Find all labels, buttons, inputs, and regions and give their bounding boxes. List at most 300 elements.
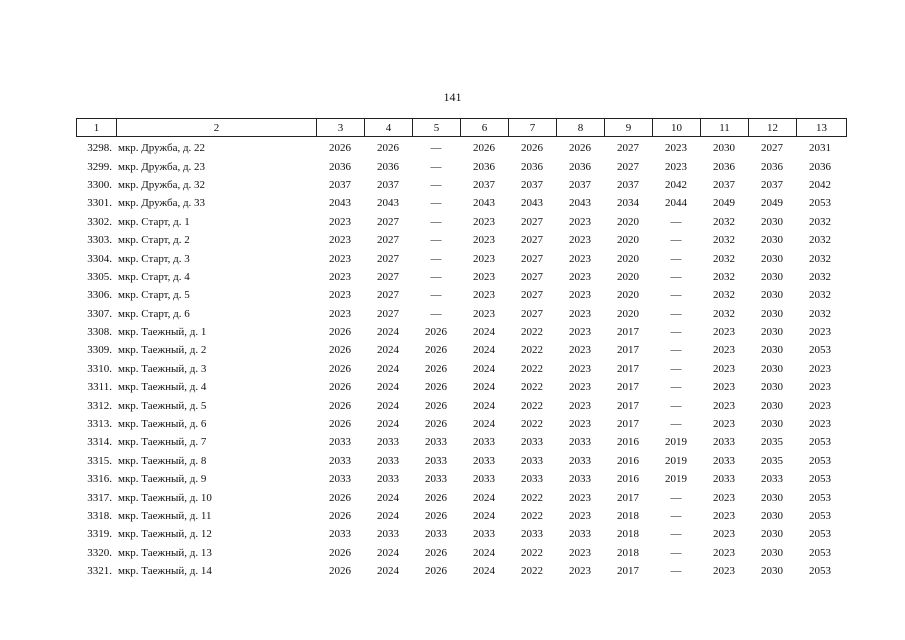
year-cell: 2036 [713, 160, 735, 173]
year-cell: 2053 [809, 454, 831, 467]
year-cell: — [670, 307, 682, 320]
year-cell: 2027 [521, 307, 543, 320]
year-cell: 2026 [329, 491, 351, 504]
address-cell: мкр. Старт, д. 6 [118, 307, 190, 320]
year-cell: 2023 [569, 399, 591, 412]
year-cell: 2026 [425, 362, 447, 375]
year-cell: — [430, 197, 442, 210]
year-cell: 2037 [521, 178, 543, 191]
year-cell: 2018 [617, 510, 639, 522]
year-cell: 2019 [665, 454, 687, 467]
year-cell: 2026 [329, 399, 351, 412]
row-number: 3301. [87, 197, 112, 210]
year-cell: 2053 [809, 436, 831, 449]
year-cell: 2027 [377, 215, 399, 228]
year-cell: 2023 [569, 381, 591, 394]
header-cell: 1 [77, 119, 117, 137]
year-cell: — [670, 418, 682, 431]
year-cell: 2020 [617, 270, 639, 283]
year-cell: — [670, 326, 682, 339]
year-cell: 2032 [809, 270, 831, 283]
row-number: 3306. [87, 289, 112, 302]
year-cell: 2023 [569, 270, 591, 283]
table-row [76, 213, 846, 231]
year-cell: 2026 [377, 142, 399, 155]
year-cell: 2033 [425, 436, 447, 449]
year-cell: — [430, 289, 442, 302]
address-cell: мкр. Таежный, д. 3 [118, 362, 207, 375]
year-cell: 2023 [569, 289, 591, 302]
year-cell: 2023 [329, 270, 351, 283]
year-cell: 2024 [377, 326, 399, 339]
row-number: 3318. [87, 510, 112, 522]
year-cell: 2053 [809, 491, 831, 504]
year-cell: 2026 [329, 362, 351, 375]
year-cell: 2024 [377, 565, 399, 578]
year-cell: 2037 [761, 178, 783, 191]
year-cell: 2026 [329, 510, 351, 522]
address-cell: мкр. Дружба, д. 33 [118, 197, 206, 210]
year-cell: 2035 [761, 454, 783, 467]
table-row [76, 341, 846, 359]
table-row [76, 360, 846, 378]
row-number: 3319. [87, 528, 112, 541]
year-cell: 2037 [569, 178, 591, 191]
year-cell: 2023 [473, 234, 495, 247]
year-cell: 2037 [713, 178, 735, 191]
year-cell: 2053 [809, 546, 831, 559]
year-cell: 2030 [761, 510, 783, 522]
year-cell: 2049 [713, 197, 735, 210]
year-cell: 2023 [809, 418, 831, 431]
year-cell: 2033 [329, 528, 351, 541]
row-number: 3313. [87, 418, 112, 431]
header-cell: 2 [117, 119, 317, 137]
year-cell: — [430, 215, 442, 228]
year-cell: 2026 [569, 142, 591, 155]
year-cell: 2027 [761, 142, 783, 155]
year-cell: 2035 [761, 436, 783, 449]
year-cell: 2033 [521, 528, 543, 541]
year-cell: 2030 [761, 381, 783, 394]
row-number: 3302. [87, 215, 112, 228]
year-cell: — [670, 565, 682, 578]
year-cell: 2024 [473, 344, 495, 357]
year-cell: 2023 [713, 491, 735, 504]
year-cell: 2024 [377, 510, 399, 522]
year-cell: 2017 [617, 565, 639, 578]
year-cell: 2023 [713, 326, 735, 339]
table-row [76, 525, 846, 543]
address-cell: мкр. Таежный, д. 8 [118, 454, 207, 467]
year-cell: 2036 [809, 160, 831, 173]
year-cell: 2033 [377, 528, 399, 541]
year-cell: 2026 [425, 546, 447, 559]
year-cell: 2053 [809, 510, 831, 522]
row-number: 3321. [87, 565, 112, 578]
year-cell: 2053 [809, 197, 831, 210]
year-cell: 2020 [617, 252, 639, 265]
year-cell: 2020 [617, 289, 639, 302]
year-cell: — [670, 362, 682, 375]
table-row [76, 139, 846, 157]
year-cell: 2026 [425, 326, 447, 339]
address-cell: мкр. Дружба, д. 22 [118, 142, 206, 155]
year-cell: 2019 [665, 473, 687, 486]
year-cell: 2024 [473, 546, 495, 559]
year-cell: 2043 [473, 197, 495, 210]
table-row [76, 286, 846, 304]
year-cell: 2043 [569, 197, 591, 210]
year-cell: — [670, 399, 682, 412]
row-number: 3309. [87, 344, 112, 357]
year-cell: — [670, 344, 682, 357]
year-cell: 2033 [473, 454, 495, 467]
year-cell: 2023 [569, 344, 591, 357]
year-cell: 2030 [761, 528, 783, 541]
year-cell: 2033 [473, 528, 495, 541]
year-cell: 2032 [809, 234, 831, 247]
year-cell: 2023 [569, 215, 591, 228]
address-cell: мкр. Старт, д. 1 [118, 215, 190, 228]
year-cell: 2033 [713, 473, 735, 486]
year-cell: 2024 [377, 362, 399, 375]
year-cell: 2022 [521, 565, 543, 578]
header-cell: 9 [605, 119, 653, 137]
table-row [76, 305, 846, 323]
year-cell: 2017 [617, 381, 639, 394]
year-cell: 2023 [329, 289, 351, 302]
year-cell: 2026 [329, 326, 351, 339]
page-number: 141 [443, 90, 462, 104]
table-row [76, 268, 846, 286]
year-cell: 2027 [377, 270, 399, 283]
year-cell: 2026 [425, 399, 447, 412]
year-cell: 2017 [617, 362, 639, 375]
header-cell: 10 [653, 119, 701, 137]
year-cell: 2023 [569, 510, 591, 522]
address-cell: мкр. Дружба, д. 23 [118, 160, 206, 173]
year-cell: 2030 [761, 418, 783, 431]
year-cell: 2026 [329, 381, 351, 394]
year-cell: 2053 [809, 344, 831, 357]
year-cell: 2018 [617, 546, 639, 559]
year-cell: 2030 [761, 326, 783, 339]
year-cell: 2023 [809, 381, 831, 394]
table-row [76, 562, 846, 580]
year-cell: 2026 [425, 491, 447, 504]
year-cell: 2018 [617, 528, 639, 541]
year-cell: — [430, 270, 442, 283]
table-row [76, 323, 846, 341]
year-cell: 2033 [329, 454, 351, 467]
year-cell: 2033 [425, 473, 447, 486]
row-number: 3311. [87, 381, 112, 394]
year-cell: 2023 [569, 326, 591, 339]
year-cell: 2032 [713, 307, 735, 320]
address-cell: мкр. Старт, д. 2 [118, 234, 190, 247]
year-cell: 2017 [617, 326, 639, 339]
row-number: 3300. [87, 178, 112, 191]
year-cell: 2016 [617, 454, 639, 467]
year-cell: 2016 [617, 473, 639, 486]
year-cell: 2023 [329, 234, 351, 247]
year-cell: 2023 [713, 362, 735, 375]
year-cell: 2037 [329, 178, 351, 191]
year-cell: 2036 [329, 160, 351, 173]
year-cell: 2033 [713, 454, 735, 467]
year-cell: 2026 [425, 510, 447, 522]
year-cell: 2031 [809, 142, 831, 155]
year-cell: 2049 [761, 197, 783, 210]
year-cell: 2030 [761, 546, 783, 559]
year-cell: 2023 [473, 289, 495, 302]
header-cell: 8 [557, 119, 605, 137]
table-row [76, 378, 846, 396]
year-cell: 2033 [473, 473, 495, 486]
year-cell: 2026 [329, 565, 351, 578]
address-cell: мкр. Таежный, д. 7 [118, 436, 207, 449]
year-cell: — [430, 234, 442, 247]
address-cell: мкр. Таежный, д. 4 [118, 381, 207, 394]
address-cell: мкр. Старт, д. 4 [118, 270, 190, 283]
table-row [76, 433, 846, 451]
year-cell: 2032 [713, 289, 735, 302]
year-cell: 2042 [665, 178, 687, 191]
year-cell: — [670, 381, 682, 394]
year-cell: 2024 [473, 399, 495, 412]
year-cell: 2033 [761, 473, 783, 486]
year-cell: 2030 [713, 142, 735, 155]
year-cell: 2026 [425, 418, 447, 431]
year-cell: 2036 [473, 160, 495, 173]
year-cell: 2030 [761, 399, 783, 412]
year-cell: 2026 [521, 142, 543, 155]
year-cell: 2043 [377, 197, 399, 210]
row-number: 3317. [87, 491, 112, 504]
row-number: 3314. [87, 436, 112, 449]
year-cell: 2026 [425, 381, 447, 394]
table-row [76, 544, 846, 562]
header-cell: 4 [365, 119, 413, 137]
header-row [77, 119, 847, 137]
address-cell: мкр. Таежный, д. 12 [118, 528, 212, 541]
year-cell: 2053 [809, 473, 831, 486]
year-cell: 2022 [521, 546, 543, 559]
table-row [76, 157, 846, 175]
year-cell: 2032 [713, 215, 735, 228]
year-cell: 2033 [569, 528, 591, 541]
year-cell: 2024 [473, 362, 495, 375]
year-cell: — [670, 510, 682, 522]
row-number: 3320. [87, 546, 112, 559]
year-cell: 2033 [569, 454, 591, 467]
year-cell: 2024 [377, 546, 399, 559]
year-cell: 2034 [617, 197, 639, 210]
year-cell: 2017 [617, 418, 639, 431]
year-cell: 2022 [521, 362, 543, 375]
year-cell: 2023 [713, 344, 735, 357]
year-cell: 2023 [809, 399, 831, 412]
year-cell: 2024 [377, 491, 399, 504]
year-cell: 2023 [569, 546, 591, 559]
year-cell: — [670, 528, 682, 541]
row-number: 3305. [87, 270, 112, 283]
year-cell: 2033 [377, 436, 399, 449]
year-cell: 2023 [713, 381, 735, 394]
year-cell: — [670, 270, 682, 283]
table-row [76, 507, 846, 525]
header-cell: 5 [413, 119, 461, 137]
year-cell: 2027 [377, 289, 399, 302]
year-cell: 2032 [713, 252, 735, 265]
year-cell: 2023 [713, 399, 735, 412]
year-cell: 2023 [809, 362, 831, 375]
year-cell: 2024 [473, 565, 495, 578]
year-cell: — [430, 160, 442, 173]
row-number: 3298. [87, 142, 112, 155]
year-cell: 2024 [377, 344, 399, 357]
year-cell: 2036 [569, 160, 591, 173]
row-number: 3315. [87, 454, 112, 467]
address-cell: мкр. Таежный, д. 5 [118, 399, 207, 412]
year-cell: 2027 [521, 252, 543, 265]
address-cell: мкр. Дружба, д. 32 [118, 178, 206, 191]
year-cell: 2030 [761, 252, 783, 265]
column-number-header [76, 118, 847, 137]
row-number: 3312. [87, 399, 112, 412]
year-cell: 2033 [329, 436, 351, 449]
year-cell: — [670, 289, 682, 302]
year-cell: 2053 [809, 528, 831, 541]
address-cell: мкр. Старт, д. 3 [118, 252, 190, 265]
year-cell: 2033 [329, 473, 351, 486]
year-cell: 2037 [377, 178, 399, 191]
year-cell: 2019 [665, 436, 687, 449]
year-cell: 2026 [329, 142, 351, 155]
row-number: 3299. [87, 160, 112, 173]
address-cell: мкр. Таежный, д. 10 [118, 491, 212, 504]
year-cell: 2032 [713, 270, 735, 283]
address-cell: мкр. Таежный, д. 9 [118, 473, 207, 486]
year-cell: 2023 [665, 142, 687, 155]
year-cell: 2023 [713, 528, 735, 541]
year-cell: 2022 [521, 344, 543, 357]
year-cell: 2023 [569, 491, 591, 504]
year-cell: 2023 [329, 252, 351, 265]
year-cell: 2030 [761, 234, 783, 247]
year-cell: 2027 [377, 234, 399, 247]
year-cell: 2030 [761, 344, 783, 357]
year-cell: 2027 [617, 142, 639, 155]
year-cell: 2033 [713, 436, 735, 449]
year-cell: — [430, 307, 442, 320]
year-cell: 2023 [569, 362, 591, 375]
row-number: 3310. [87, 362, 112, 375]
year-cell: 2037 [473, 178, 495, 191]
year-cell: — [430, 178, 442, 191]
year-cell: 2023 [713, 418, 735, 431]
year-cell: 2030 [761, 270, 783, 283]
year-cell: 2027 [521, 234, 543, 247]
year-cell: 2030 [761, 362, 783, 375]
header-cell: 12 [749, 119, 797, 137]
table-row [76, 231, 846, 249]
table-body [76, 139, 846, 580]
year-cell: — [670, 234, 682, 247]
year-cell: 2026 [473, 142, 495, 155]
year-cell: 2022 [521, 381, 543, 394]
year-cell: 2032 [809, 252, 831, 265]
year-cell: 2024 [473, 510, 495, 522]
row-number: 3308. [87, 326, 112, 339]
address-cell: мкр. Таежный, д. 11 [118, 510, 212, 522]
year-cell: 2017 [617, 344, 639, 357]
year-cell: 2043 [521, 197, 543, 210]
year-cell: 2043 [329, 197, 351, 210]
year-cell: — [670, 252, 682, 265]
year-cell: 2032 [809, 289, 831, 302]
year-cell: 2030 [761, 491, 783, 504]
year-cell: 2024 [377, 399, 399, 412]
year-cell: 2036 [377, 160, 399, 173]
year-cell: 2033 [569, 473, 591, 486]
table-row [76, 194, 846, 212]
table-row [76, 249, 846, 267]
header-cell: 13 [797, 119, 847, 137]
year-cell: 2033 [473, 436, 495, 449]
year-cell: 2024 [473, 381, 495, 394]
year-cell: 2030 [761, 215, 783, 228]
header-cell: 7 [509, 119, 557, 137]
year-cell: 2044 [665, 197, 687, 210]
year-cell: 2032 [809, 307, 831, 320]
year-cell: 2027 [377, 252, 399, 265]
year-cell: 2042 [809, 178, 831, 191]
year-cell: 2033 [521, 454, 543, 467]
year-cell: 2022 [521, 510, 543, 522]
year-cell: 2032 [713, 234, 735, 247]
year-cell: 2023 [473, 270, 495, 283]
address-cell: мкр. Таежный, д. 13 [118, 546, 212, 559]
year-cell: 2016 [617, 436, 639, 449]
header-cell: 6 [461, 119, 509, 137]
year-cell: 2053 [809, 565, 831, 578]
header-cell: 11 [701, 119, 749, 137]
year-cell: 2033 [521, 473, 543, 486]
year-cell: 2020 [617, 234, 639, 247]
year-cell: — [670, 215, 682, 228]
year-cell: 2020 [617, 215, 639, 228]
address-cell: мкр. Таежный, д. 6 [118, 418, 207, 431]
year-cell: 2022 [521, 491, 543, 504]
year-cell: 2023 [473, 252, 495, 265]
year-cell: — [670, 546, 682, 559]
row-number: 3303. [87, 234, 112, 247]
year-cell: 2023 [713, 510, 735, 522]
address-cell: мкр. Таежный, д. 14 [118, 565, 212, 578]
year-cell: — [670, 491, 682, 504]
year-cell: 2033 [425, 454, 447, 467]
year-cell: 2023 [665, 160, 687, 173]
year-cell: 2023 [569, 307, 591, 320]
year-cell: 2030 [761, 565, 783, 578]
year-cell: 2027 [521, 289, 543, 302]
year-cell: 2017 [617, 491, 639, 504]
year-cell: 2033 [521, 436, 543, 449]
table-row [76, 452, 846, 470]
year-cell: 2037 [617, 178, 639, 191]
